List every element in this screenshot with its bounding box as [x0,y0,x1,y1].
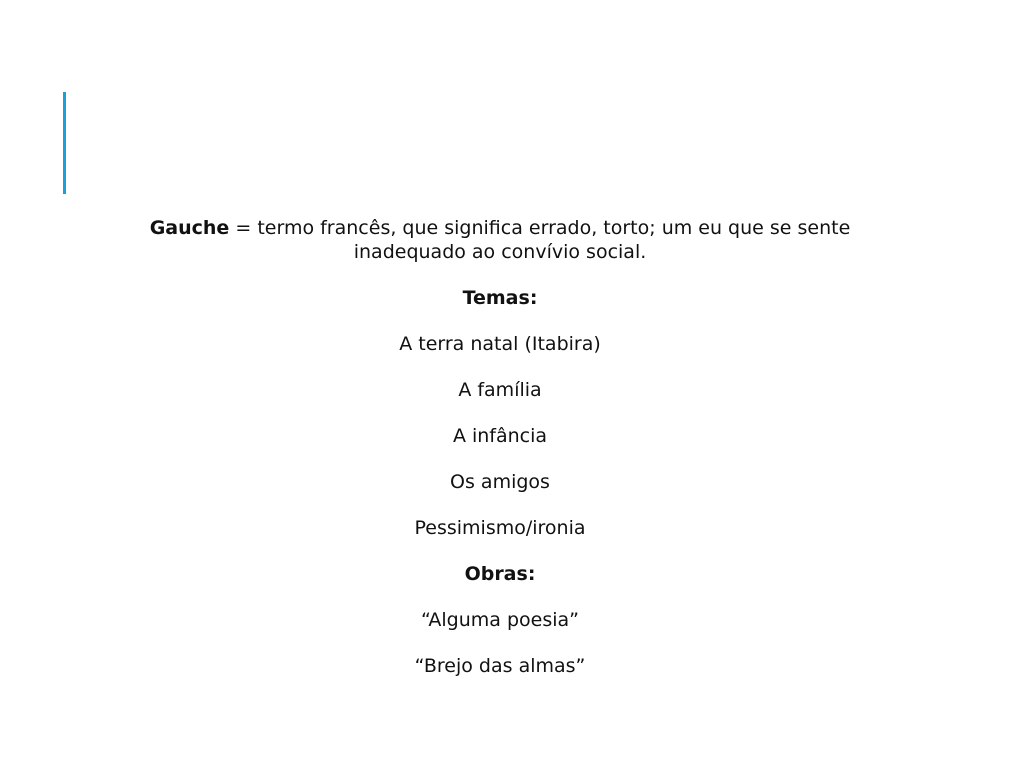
obra-item: “Brejo das almas” [414,655,586,677]
accent-bar [63,92,66,194]
tema-item: Os amigos [450,471,550,493]
tema-item: A terra natal (Itabira) [399,333,601,355]
obras-heading: Obras: [464,563,536,585]
term-definition: = termo francês, que significa errado, torto; um eu que se sente inadequado ao convívio social. [229,217,851,263]
tema-item: A infância [452,425,548,447]
temas-heading: Temas: [462,287,538,309]
term-gauche: Gauche [149,217,230,239]
obra-item: “Alguma poesia” [420,609,579,631]
tema-item: Pessimismo/ironia [414,517,586,539]
intro-paragraph [100,216,900,264]
tema-item: A família [458,379,542,401]
slide-content [100,216,900,700]
